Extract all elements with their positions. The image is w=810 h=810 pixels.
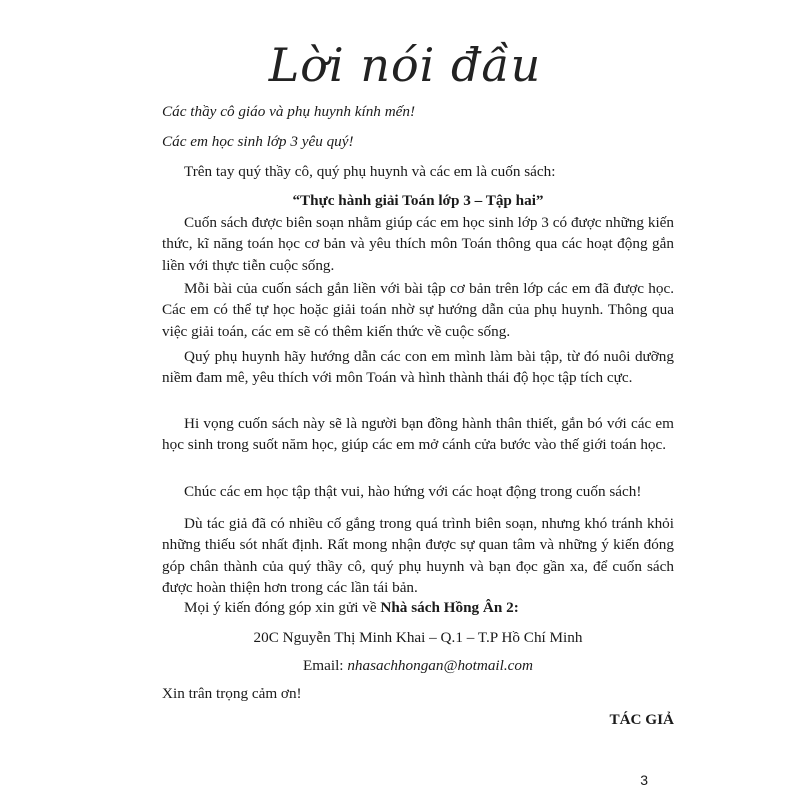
email-label: Email: (303, 657, 348, 674)
intro-line: Trên tay quý thầy cô, quý phụ huynh và các em là cuốn sách: (184, 163, 556, 180)
thanks-line: Xin trân trọng cảm ơn! (162, 685, 302, 702)
email-address: nhasachhongan@hotmail.com (347, 657, 533, 674)
paragraph-parents: Quý phụ huynh hãy hướng dẫn các con em mình làm bài tập, từ đó nuôi dưỡng niềm đam mê, yêu thích với môn Toán và hình thành thái độ học tập tích cực. (162, 348, 674, 387)
publisher-name: Nhà sách Hồng Ân 2: (380, 599, 519, 616)
paragraph-wishes: Chúc các em học tập thật vui, hào hứng với các hoạt động trong cuốn sách! (184, 483, 642, 500)
contact-prefix: Mọi ý kiến đóng góp xin gửi về (184, 599, 381, 616)
greeting-teachers: Các thầy cô giáo và phụ huynh kính mến! (162, 103, 416, 120)
paragraph-companion: Hi vọng cuốn sách này sẽ là người bạn đồng hành thân thiết, gắn bó với các em học sinh trong suốt năm học, giúp các em mở cánh cửa bước vào thế giới toán học. (162, 415, 674, 454)
paragraph-purpose: Cuốn sách được biên soạn nhằm giúp các em học sinh lớp 3 có được những kiến thức, kĩ năng toán học cơ bản và yêu thích môn Toán thông qua các hoạt động gắn liền với thực tiễn cuộc sống. (162, 214, 674, 274)
contact-line (184, 598, 519, 618)
email-line (162, 656, 674, 676)
greeting-students: Các em học sinh lớp 3 yêu quý! (162, 133, 354, 150)
page-title: Lời nói đầu (268, 38, 542, 92)
paragraph-lessons: Mỗi bài của cuốn sách gắn liền với bài tập cơ bản trên lớp các em đã được học. Các em có thể tự học hoặc giải toán nhờ sự hướng dẫn của phụ huynh. Thông qua việc giải toán, các em sẽ có thêm kiến thức về cuộc sống. (162, 280, 674, 340)
publisher-address: 20C Nguyễn Thị Minh Khai – Q.1 – T.P Hồ Chí Minh (253, 629, 583, 646)
author-signature: TÁC GIẢ (609, 711, 674, 728)
book-title: “Thực hành giải Toán lớp 3 – Tập hai” (292, 192, 544, 209)
paragraph-feedback: Dù tác giả đã có nhiều cố gắng trong quá trình biên soạn, nhưng khó tránh khỏi những thiếu sót nhất định. Rất mong nhận được sự quan tâm và những ý kiến đóng góp chân thành của quý thầy cô, quý phụ huynh và bạn đọc gần xa, để cuốn sách được hoàn thiện hơn trong các lần tái bản. (162, 515, 674, 596)
page-number: 3 (640, 772, 648, 788)
